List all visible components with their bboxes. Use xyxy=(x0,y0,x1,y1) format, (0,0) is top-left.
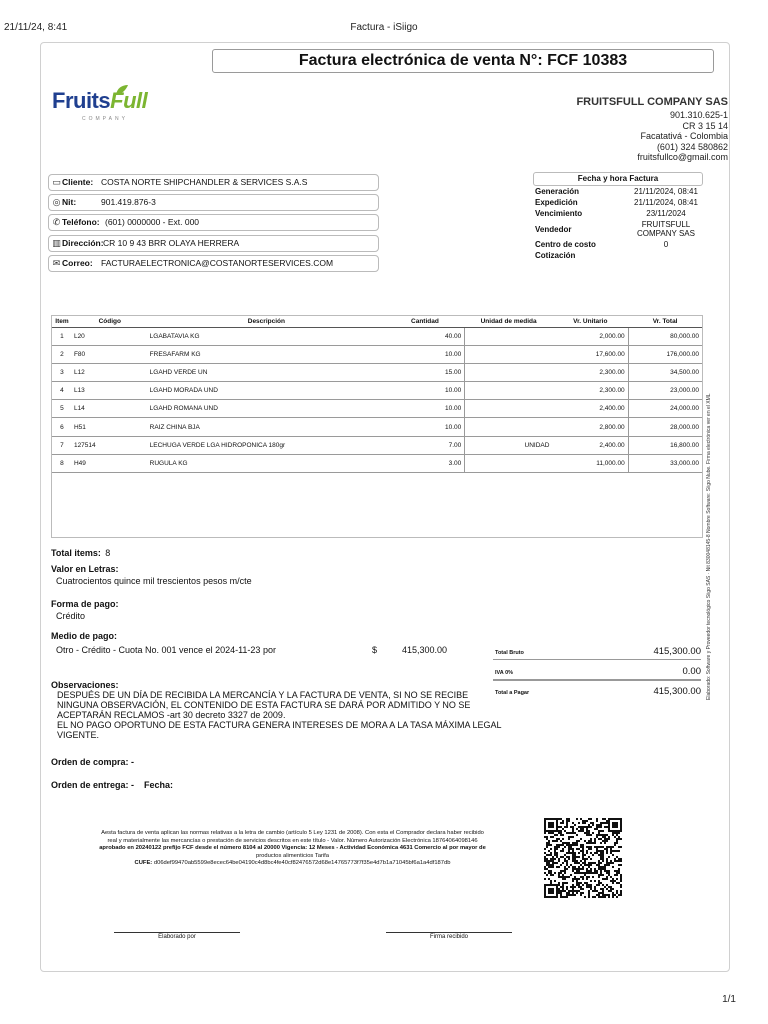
item-code: L13 xyxy=(72,382,148,400)
client-nit: 901.419.876-3 xyxy=(101,197,156,207)
total-bruto: 415,300.00 xyxy=(653,646,701,657)
item-code: F80 xyxy=(72,345,148,363)
item-unit xyxy=(465,327,553,345)
cotizacion xyxy=(631,251,701,260)
signature-line-recibido xyxy=(386,932,512,933)
company-info xyxy=(576,96,728,163)
item-total: 23,000.00 xyxy=(628,382,702,400)
cufe: d06def99470ab5599e8ecec64be04190c4d8bc4fe40cf82476572d68e14765773f7f35e4d7b1a71045bf6a1a4df187db xyxy=(153,860,451,866)
item-quantity: 10.00 xyxy=(385,345,465,363)
item-code: L20 xyxy=(72,327,148,345)
qr-code xyxy=(544,818,622,898)
company-name: FRUITSFULL COMPANY SAS xyxy=(576,96,728,108)
item-number: 6 xyxy=(52,418,72,436)
item-number: 7 xyxy=(52,436,72,454)
print-page-title: Factura - iSiigo xyxy=(350,22,418,33)
item-description: LGAHD VERDE UN xyxy=(148,363,385,381)
forma-pago-label: Forma de pago: xyxy=(51,599,119,609)
medio-pago: Otro - Crédito - Cuota No. 001 vence el 2024-11-23 por xyxy=(56,645,276,655)
item-description: RAIZ CHINA BJA xyxy=(148,418,385,436)
item-code: H51 xyxy=(72,418,148,436)
item-unit xyxy=(465,345,553,363)
item-description: FRESAFARM KG xyxy=(148,345,385,363)
client-phone-row: ✆ Teléfono: (601) 0000000 - Ext. 000 xyxy=(48,214,379,231)
item-code: 127514 xyxy=(72,436,148,454)
item-number: 3 xyxy=(52,363,72,381)
medio-pago-label: Medio de pago: xyxy=(51,631,117,641)
dates-block: Generación 21/11/2024, 08:41 Expedición 21/11/2024, 08:41 Vencimiento 23/11/2024 Vendedor FRUITSFULL COMPANY SAS Centro de costo 0 Cotización xyxy=(535,187,701,262)
table-row xyxy=(52,327,702,345)
date-generacion: 21/11/2024, 08:41 xyxy=(634,187,698,196)
item-quantity: 10.00 xyxy=(385,400,465,418)
table-row xyxy=(52,382,702,400)
item-number: 2 xyxy=(52,345,72,363)
company-city: Facatativá - Colombia xyxy=(640,131,728,141)
item-total: 34,500.00 xyxy=(628,363,702,381)
item-unit xyxy=(465,382,553,400)
item-code: L12 xyxy=(72,363,148,381)
signature-label-elaborado: Elaborado por xyxy=(158,934,196,940)
signature-line-elaborado xyxy=(114,932,240,933)
company-address: CR 3 15 14 xyxy=(682,120,728,131)
item-description: RUGULA KG xyxy=(148,454,385,472)
total-pagar: 415,300.00 xyxy=(653,686,701,697)
mail-icon: ✉ xyxy=(52,258,61,268)
item-description: LGAHD ROMANA UND xyxy=(148,400,385,418)
client-nit-row: ◎ Nit: 901.419.876-3 xyxy=(48,194,379,211)
item-unit-price: 2,300.00 xyxy=(552,363,628,381)
item-number: 5 xyxy=(52,400,72,418)
item-unit xyxy=(465,418,553,436)
item-total: 33,000.00 xyxy=(628,454,702,472)
item-unit-price: 17,600.00 xyxy=(552,345,628,363)
table-row xyxy=(52,436,702,454)
item-number: 8 xyxy=(52,454,72,472)
building-icon: ▥ xyxy=(52,238,61,248)
valor-letras-label: Valor en Letras: xyxy=(51,564,119,574)
dates-header: Fecha y hora Factura xyxy=(533,172,703,186)
company-logo xyxy=(52,86,172,126)
item-total: 24,000.00 xyxy=(628,400,702,418)
client-phone: (601) 0000000 - Ext. 000 xyxy=(105,217,200,227)
observaciones-text: DESPUÉS DE UN DÍA DE RECIBIDA LA MERCANCÍA Y LA FACTURA DE VENTA, SI NO SE RECIBE NINGUNA OBSERVACIÓN, EL CONTENIDO DE ESTA FACTURA SE DARÁ POR ADMITIDO Y NO SE ACEPTARÁN RECLAMOS -art 30 decreto 3327 de 2009. EL NO PAGO OPORTUNO DE ESTA FACTURA GENERA INTERESES DE MORA A LA TASA MÁXIMA LEGAL VIGENTE. xyxy=(57,690,502,740)
client-address-row: ▥Dirección: CR 10 9 43 BRR OLAYA HERRERA xyxy=(48,235,379,252)
item-description: LGABATAVIA KG xyxy=(148,327,385,345)
client-email-row: ✉ Correo: FACTURAELECTRONICA@COSTANORTESERVICES.COM xyxy=(48,255,379,272)
item-unit-price: 2,400.00 xyxy=(552,400,628,418)
observaciones-label: Observaciones: xyxy=(51,680,119,690)
company-phone: (601) 324 580862 xyxy=(656,141,728,152)
forma-pago: Crédito xyxy=(56,611,86,621)
total-pagar-row: Total a Pagar 415,300.00 xyxy=(493,680,701,699)
person-icon: ▭ xyxy=(52,177,61,187)
print-datetime: 21/11/24, 8:41 xyxy=(4,22,68,33)
item-quantity: 40.00 xyxy=(385,327,465,345)
iva-value: 0.00 xyxy=(682,666,701,677)
item-unit xyxy=(465,363,553,381)
medio-amount: 415,300.00 xyxy=(402,645,448,655)
item-unit xyxy=(465,454,553,472)
client-email: FACTURAELECTRONICA@COSTANORTESERVICES.COM xyxy=(101,258,334,268)
company-nit: 901.310.625-1 xyxy=(669,110,728,120)
items-table xyxy=(51,315,703,538)
item-unit xyxy=(465,400,553,418)
item-description: LECHUGA VERDE LGA HIDROPONICA 180gr xyxy=(148,436,385,454)
orden-compra: Orden de compra: - xyxy=(51,757,135,767)
badge-icon: ◎ xyxy=(52,197,61,207)
item-quantity: 10.00 xyxy=(385,382,465,400)
item-number: 4 xyxy=(52,382,72,400)
client-name-row: ▭Cliente: COSTA NORTE SHIPCHANDLER & SERVICES S.A.S xyxy=(48,174,379,191)
invoice-title: Factura electrónica de venta N°: FCF 10383 xyxy=(212,49,714,73)
orden-entrega: Orden de entrega: - Fecha: xyxy=(51,780,174,790)
table-header-row: Item Código Descripción Cantidad Unidad de medida Vr. Unitario Vr. Total xyxy=(52,316,702,327)
table-row xyxy=(52,454,702,472)
item-total: 16,800.00 xyxy=(628,436,702,454)
legal-notice: Aesta factura de venta aplican las normas relativas a la letra de cambio (artículo 5 Ley 1231 de 2008). Con esta el Comprador declara haber recibido real y materialmente las mercancías o prestación de servicios descritos en este título - Valor. Número Autorización Electrónica 18764064098146 aprobado en 20240122 prefijo FCF desde el número 8104 al 20000 Vigencia: 12 Meses - Actividad Económica 4631 Comercio al por mayor de productos alimenticios Tarifa CUFE: d06def99470ab5599e8ecec64be04190c4d8bc4fe40cf82476572d68e14765773f7f35e4d7b1a71045bf6a1a4df187db xyxy=(99,830,486,866)
total-bruto-row: Total Bruto 415,300.00 xyxy=(493,641,701,660)
item-unit: UNIDAD xyxy=(465,436,553,454)
logo-subtext: COMPANY xyxy=(82,116,128,122)
item-code: H49 xyxy=(72,454,148,472)
item-quantity: 10.00 xyxy=(385,418,465,436)
item-code: L14 xyxy=(72,400,148,418)
iva-row: IVA 0% 0.00 xyxy=(493,661,701,680)
date-vencimiento: 23/11/2024 xyxy=(646,209,686,218)
phone-icon: ✆ xyxy=(52,217,61,227)
item-number: 1 xyxy=(52,327,72,345)
centro-costo: 0 xyxy=(663,240,669,249)
signature-label-recibido: Firma recibido xyxy=(429,934,468,940)
item-quantity: 3.00 xyxy=(385,454,465,472)
client-name: COSTA NORTE SHIPCHANDLER & SERVICES S.A.S xyxy=(101,177,308,187)
item-unit-price: 11,000.00 xyxy=(552,454,628,472)
item-unit-price: 2,000.00 xyxy=(552,327,628,345)
total-items: Total items: 8 xyxy=(51,548,111,558)
item-unit-price: 2,300.00 xyxy=(552,382,628,400)
logo-text-full: Full xyxy=(110,88,148,113)
item-unit-price: 2,400.00 xyxy=(552,436,628,454)
vendedor: FRUITSFULL COMPANY SAS xyxy=(637,220,695,238)
item-total: 28,000.00 xyxy=(628,418,702,436)
item-total: 176,000.00 xyxy=(628,345,702,363)
item-total: 80,000.00 xyxy=(628,327,702,345)
item-quantity: 15.00 xyxy=(385,363,465,381)
company-email: fruitsfullco@gmail.com xyxy=(637,152,728,162)
logo-text-fruits: Fruits xyxy=(52,88,111,113)
item-quantity: 7.00 xyxy=(385,436,465,454)
print-page-number: 1/1 xyxy=(722,994,736,1005)
item-unit-price: 2,800.00 xyxy=(552,418,628,436)
table-row xyxy=(52,400,702,418)
table-row xyxy=(52,418,702,436)
item-description: LGAHD MORADA UND xyxy=(148,382,385,400)
medio-currency: $ xyxy=(372,645,378,655)
client-address: CR 10 9 43 BRR OLAYA HERRERA xyxy=(103,238,240,248)
vertical-provider-note: Elaborado: Software y Proveedor tecnológico Siigo SAS · Nit 830048145-8 Nombre Software: Siigo Nube. Firma electrónica ver en el XML xyxy=(706,393,712,700)
date-expedicion: 21/11/2024, 08:41 xyxy=(634,198,698,207)
table-row xyxy=(52,345,702,363)
valor-letras: Cuatrocientos quince mil trescientos pesos m/cte xyxy=(56,576,252,586)
table-row xyxy=(52,363,702,381)
